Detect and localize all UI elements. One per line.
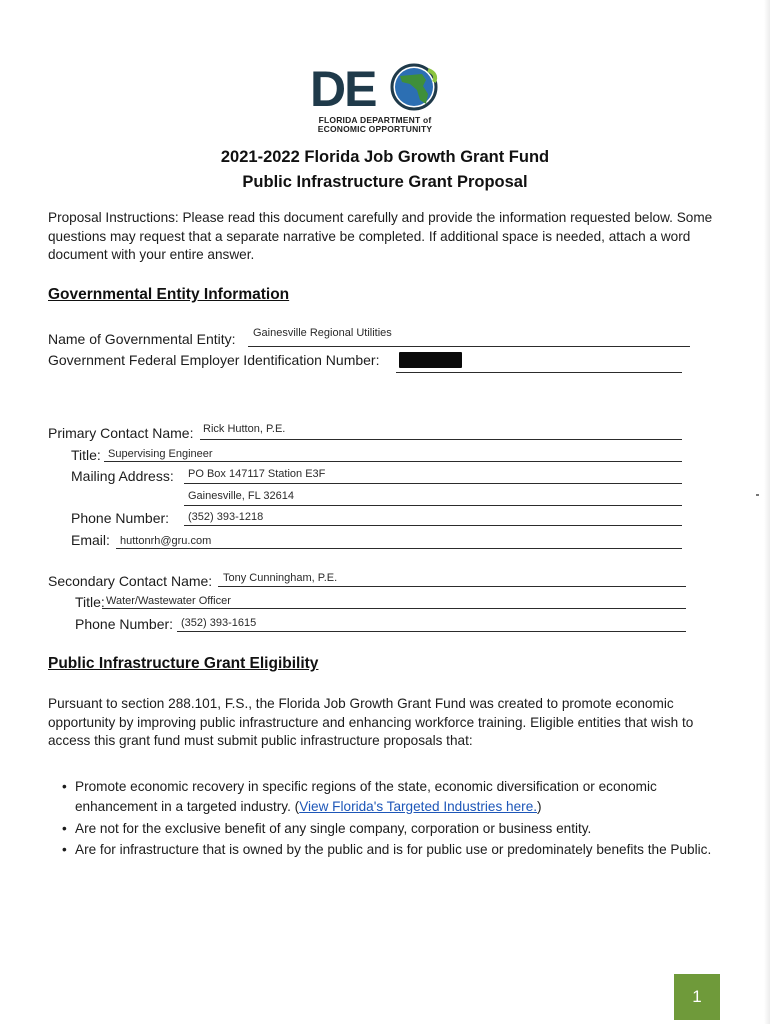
email-line (116, 548, 682, 549)
bullet-icon: • (62, 842, 67, 857)
bullet-2-text: Are not for the exclusive benefit of any single company, corporation or business entity. (75, 821, 592, 836)
scan-speck (756, 494, 759, 496)
deo-logo-mark (310, 60, 450, 120)
targeted-industries-link[interactable]: View Florida's Targeted Industries here. (299, 798, 538, 814)
bullet-icon: • (62, 779, 67, 794)
primary-contact-line (200, 439, 682, 440)
secondary-contact-line (218, 586, 686, 587)
email-value[interactable]: huttonrh@gru.com (120, 535, 212, 547)
logo-caption (300, 116, 450, 134)
mailing-address-label: Mailing Address: (71, 468, 174, 484)
secondary-phone-line (177, 631, 686, 632)
document-subtitle: Public Infrastructure Grant Proposal (242, 173, 528, 191)
primary-phone-label: Phone Number: (71, 510, 170, 526)
eligibility-bullet-3 (62, 840, 712, 860)
mailing-address-line2-rule (184, 505, 682, 506)
primary-title-value[interactable]: Supervising Engineer (108, 448, 213, 460)
primary-contact-value[interactable]: Rick Hutton, P.E. (203, 423, 286, 435)
fein-line (396, 372, 682, 373)
entity-name-value[interactable]: Gainesville Regional Utilities (253, 327, 392, 339)
eligibility-bullet-1 (62, 777, 712, 816)
logo-letters: DE (310, 61, 376, 117)
eligibility-section-heading: Public Infrastructure Grant Eligibility (48, 655, 319, 672)
fein-label: Government Federal Employer Identification Number: (48, 352, 380, 368)
page-number-badge: 1 (674, 974, 720, 1020)
document-title: 2021-2022 Florida Job Growth Grant Fund (220, 148, 550, 166)
secondary-contact-value[interactable]: Tony Cunningham, P.E. (223, 572, 338, 584)
mailing-address-line2[interactable]: Gainesville, FL 32614 (188, 490, 294, 502)
entity-name-label: Name of Governmental Entity: (48, 331, 236, 347)
secondary-phone-label: Phone Number: (75, 616, 174, 632)
proposal-instructions: Proposal Instructions: Please read this document carefully and provide the information requested below. Some questions may request that a separate narrative be completed. If additional space is needed, attach a word document with your entire answer. (48, 210, 713, 262)
bullet-1-text: Promote economic recovery in specific regions of the state, economic diversification or economic enhancement in a targeted industry. ( (75, 779, 657, 814)
bullet-icon: • (62, 821, 67, 836)
secondary-title-label: Title: (75, 594, 105, 610)
primary-phone-line (184, 525, 682, 526)
secondary-title-value[interactable]: Water/Wastewater Officer (106, 595, 231, 607)
mailing-address-line1-rule (184, 483, 682, 484)
logo-line2: ECONOMIC OPPORTUNITY (317, 124, 433, 134)
primary-title-line (104, 461, 682, 462)
email-label: Email: (71, 532, 110, 548)
mailing-address-line1[interactable]: PO Box 147117 Station E3F (188, 468, 326, 480)
entity-section-heading: Governmental Entity Information (48, 286, 290, 303)
primary-contact-label: Primary Contact Name: (48, 425, 194, 441)
fein-redacted (399, 352, 462, 368)
secondary-title-line (102, 608, 686, 609)
primary-title-label: Title: (71, 447, 101, 463)
logo-line1: FLORIDA DEPARTMENT of (318, 115, 432, 125)
eligibility-bullet-2 (62, 819, 712, 839)
bullet-1-close: ) (537, 798, 542, 814)
primary-phone-value[interactable]: (352) 393-1218 (188, 511, 264, 523)
bullet-3-text: Are for infrastructure that is owned by the public and is for public use or predominately benefits the Public. (75, 842, 712, 857)
secondary-contact-label: Secondary Contact Name: (48, 573, 213, 589)
secondary-phone-value[interactable]: (352) 393-1615 (181, 617, 257, 629)
eligibility-intro: Pursuant to section 288.101, F.S., the Florida Job Growth Grant Fund was created to promote economic opportunity by improving public infrastructure and enhancing workforce training. Eligible entities that wish to access this grant fund must submit public infrastructure proposals that: (48, 696, 694, 748)
entity-name-line (248, 346, 690, 347)
